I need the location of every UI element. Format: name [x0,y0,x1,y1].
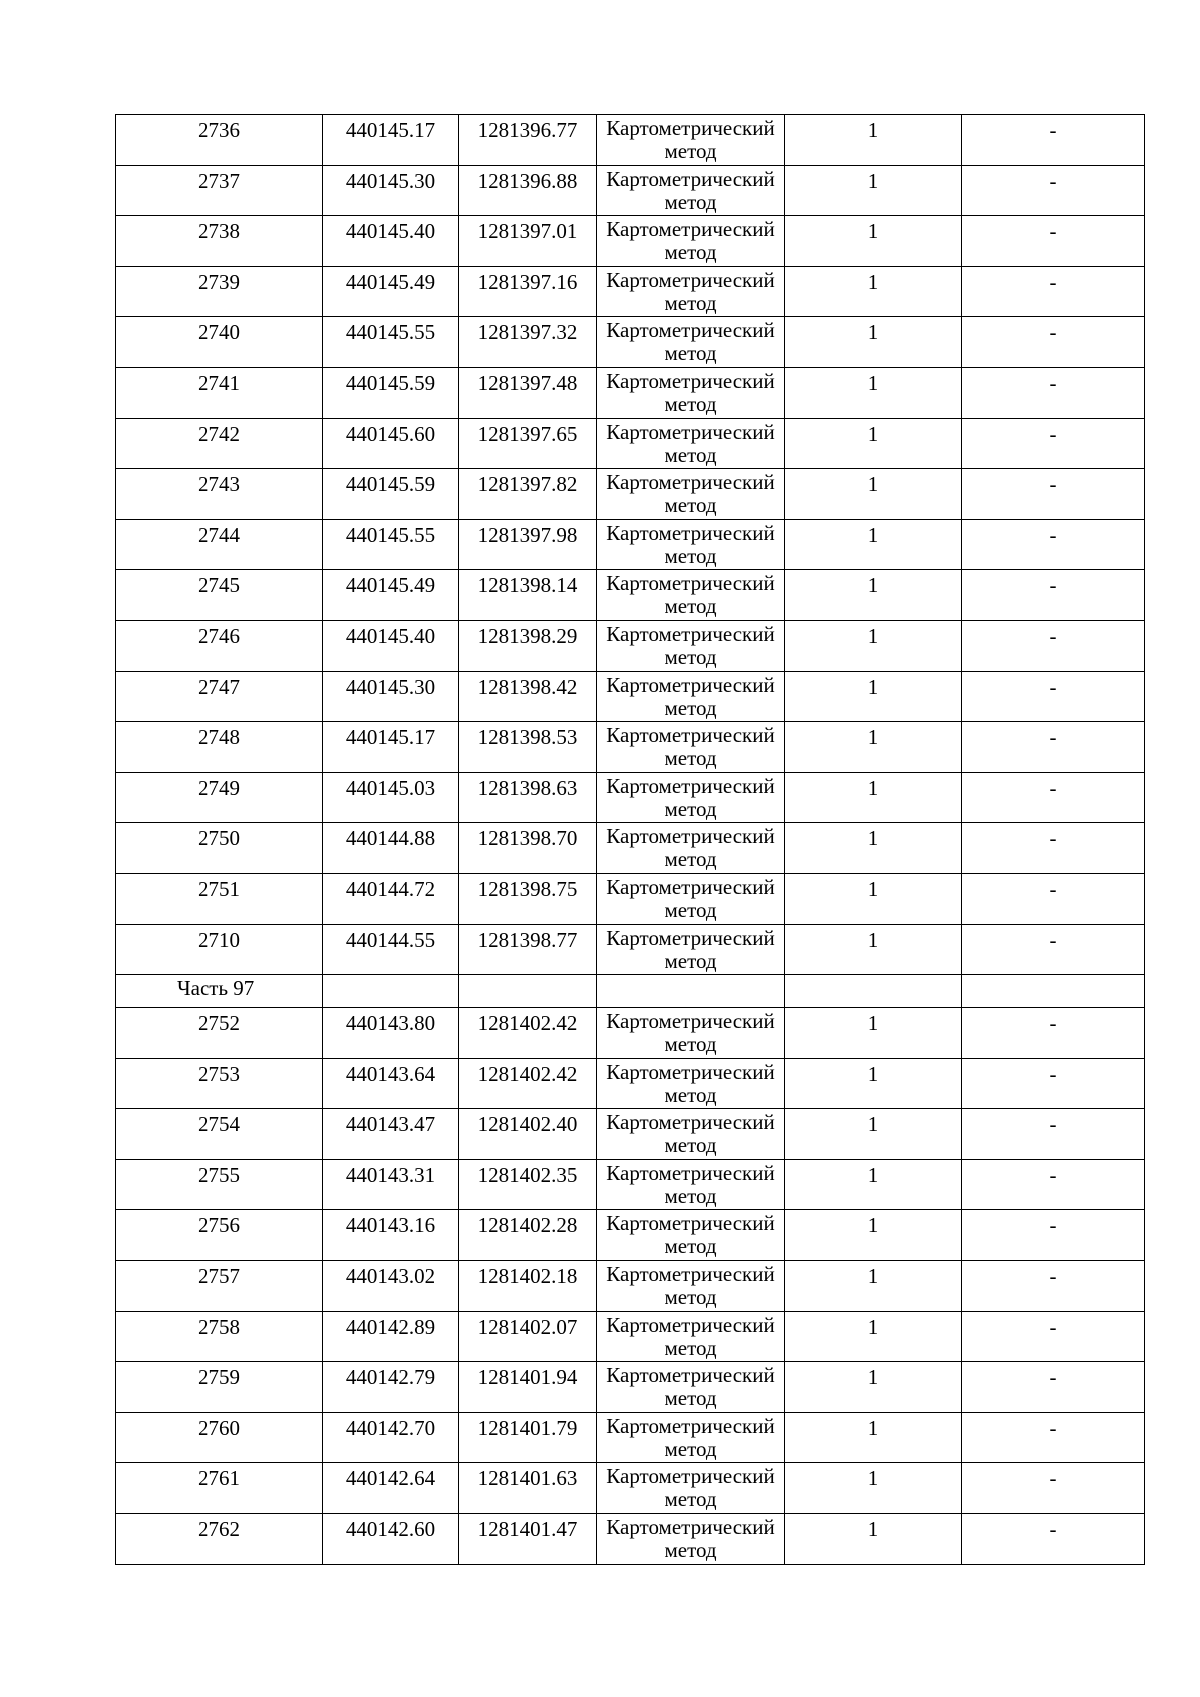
cell-accuracy: 1 [785,469,962,520]
cell-coordinate-x: 440145.60 [323,418,459,469]
cell-coordinate-x: 440145.40 [323,216,459,267]
cell-point-number: 2754 [116,1109,323,1160]
table-row [116,1008,1145,1059]
cell-note: - [962,772,1145,823]
cell-point-number: 2747 [116,671,323,722]
cell-coordinate-y: 1281398.42 [459,671,597,722]
cell-coordinate-y: 1281397.32 [459,317,597,368]
cell-note: - [962,367,1145,418]
table-row [116,1362,1145,1413]
cell-method: Картометрический метод [597,1514,785,1565]
cell-coordinate-y: 1281401.47 [459,1514,597,1565]
empty-cell [323,975,459,1008]
cell-method: Картометрический метод [597,823,785,874]
cell-method: Картометрический метод [597,924,785,975]
cell-point-number: 2756 [116,1210,323,1261]
cell-note: - [962,469,1145,520]
cell-accuracy: 1 [785,115,962,166]
cell-point-number: 2736 [116,115,323,166]
cell-point-number: 2743 [116,469,323,520]
cell-note: - [962,1514,1145,1565]
cell-coordinate-y: 1281396.88 [459,165,597,216]
cell-accuracy: 1 [785,216,962,267]
cell-accuracy: 1 [785,1159,962,1210]
cell-coordinate-x: 440143.31 [323,1159,459,1210]
cell-coordinate-y: 1281397.98 [459,519,597,570]
cell-method: Картометрический метод [597,671,785,722]
cell-coordinate-x: 440145.03 [323,772,459,823]
cell-coordinate-y: 1281396.77 [459,115,597,166]
cell-method: Картометрический метод [597,1362,785,1413]
cell-coordinate-x: 440142.64 [323,1463,459,1514]
cell-accuracy: 1 [785,165,962,216]
cell-coordinate-x: 440143.64 [323,1058,459,1109]
cell-accuracy: 1 [785,873,962,924]
cell-method: Картометрический метод [597,266,785,317]
cell-coordinate-y: 1281398.14 [459,570,597,621]
cell-point-number: 2740 [116,317,323,368]
cell-method: Картометрический метод [597,1058,785,1109]
cell-point-number: 2758 [116,1311,323,1362]
cell-point-number: 2710 [116,924,323,975]
cell-point-number: 2757 [116,1261,323,1312]
cell-coordinate-x: 440145.30 [323,165,459,216]
cell-coordinate-x: 440145.55 [323,519,459,570]
cell-coordinate-x: 440142.60 [323,1514,459,1565]
cell-point-number: 2761 [116,1463,323,1514]
cell-coordinate-x: 440145.49 [323,570,459,621]
cell-coordinate-y: 1281402.42 [459,1058,597,1109]
cell-accuracy: 1 [785,1514,962,1565]
cell-accuracy: 1 [785,570,962,621]
cell-note: - [962,1311,1145,1362]
table-row [116,1058,1145,1109]
cell-note: - [962,1159,1145,1210]
cell-note: - [962,570,1145,621]
cell-method: Картометрический метод [597,1210,785,1261]
cell-accuracy: 1 [785,671,962,722]
cell-note: - [962,1362,1145,1413]
cell-coordinate-y: 1281402.18 [459,1261,597,1312]
table-row [116,772,1145,823]
cell-note: - [962,1109,1145,1160]
cell-note: - [962,1412,1145,1463]
cell-note: - [962,823,1145,874]
cell-method: Картометрический метод [597,165,785,216]
cell-coordinate-x: 440142.79 [323,1362,459,1413]
cell-coordinate-y: 1281398.77 [459,924,597,975]
cell-coordinate-x: 440145.55 [323,317,459,368]
cell-point-number: 2737 [116,165,323,216]
cell-coordinate-y: 1281401.79 [459,1412,597,1463]
cell-coordinate-y: 1281398.53 [459,722,597,773]
cell-accuracy: 1 [785,367,962,418]
cell-coordinate-y: 1281397.65 [459,418,597,469]
cell-coordinate-x: 440144.55 [323,924,459,975]
cell-method: Картометрический метод [597,317,785,368]
cell-point-number: 2753 [116,1058,323,1109]
cell-accuracy: 1 [785,620,962,671]
cell-method: Картометрический метод [597,1109,785,1160]
cell-point-number: 2759 [116,1362,323,1413]
cell-coordinate-x: 440144.88 [323,823,459,874]
cell-accuracy: 1 [785,1362,962,1413]
cell-coordinate-x: 440144.72 [323,873,459,924]
table-row [116,1159,1145,1210]
table-row [116,418,1145,469]
cell-note: - [962,1210,1145,1261]
table-row [116,1210,1145,1261]
cell-method: Картометрический метод [597,367,785,418]
table-row [116,671,1145,722]
table-row [116,317,1145,368]
cell-accuracy: 1 [785,1210,962,1261]
cell-coordinate-y: 1281401.94 [459,1362,597,1413]
table-row [116,570,1145,621]
cell-coordinate-x: 440143.02 [323,1261,459,1312]
table-row [116,216,1145,267]
cell-note: - [962,266,1145,317]
cell-point-number: 2744 [116,519,323,570]
cell-note: - [962,1008,1145,1059]
cell-coordinate-x: 440143.47 [323,1109,459,1160]
section-label: Часть 97 [116,975,323,1008]
cell-accuracy: 1 [785,317,962,368]
cell-coordinate-x: 440145.59 [323,367,459,418]
table-row [116,873,1145,924]
cell-accuracy: 1 [785,1008,962,1059]
cell-accuracy: 1 [785,1109,962,1160]
cell-accuracy: 1 [785,266,962,317]
cell-method: Картометрический метод [597,1412,785,1463]
table-row [116,115,1145,166]
table-row [116,1311,1145,1362]
cell-note: - [962,115,1145,166]
cell-method: Картометрический метод [597,873,785,924]
cell-accuracy: 1 [785,722,962,773]
cell-coordinate-x: 440145.17 [323,722,459,773]
cell-note: - [962,671,1145,722]
cell-point-number: 2751 [116,873,323,924]
cell-method: Картометрический метод [597,1159,785,1210]
cell-coordinate-y: 1281402.42 [459,1008,597,1059]
cell-coordinate-x: 440143.16 [323,1210,459,1261]
table-row [116,620,1145,671]
cell-point-number: 2762 [116,1514,323,1565]
table-row [116,165,1145,216]
cell-accuracy: 1 [785,1412,962,1463]
cell-method: Картометрический метод [597,216,785,267]
cell-note: - [962,924,1145,975]
cell-note: - [962,216,1145,267]
cell-note: - [962,519,1145,570]
cell-coordinate-y: 1281402.35 [459,1159,597,1210]
cell-coordinate-x: 440143.80 [323,1008,459,1059]
cell-accuracy: 1 [785,418,962,469]
section-row [116,975,1145,1008]
cell-point-number: 2749 [116,772,323,823]
cell-note: - [962,165,1145,216]
cell-note: - [962,620,1145,671]
cell-method: Картометрический метод [597,418,785,469]
empty-cell [459,975,597,1008]
cell-note: - [962,317,1145,368]
empty-cell [597,975,785,1008]
cell-note: - [962,1058,1145,1109]
cell-note: - [962,1261,1145,1312]
cell-accuracy: 1 [785,823,962,874]
cell-coordinate-y: 1281397.16 [459,266,597,317]
cell-coordinate-y: 1281398.29 [459,620,597,671]
table-row [116,1412,1145,1463]
table-row [116,519,1145,570]
cell-point-number: 2742 [116,418,323,469]
cell-method: Картометрический метод [597,1311,785,1362]
cell-coordinate-x: 440145.49 [323,266,459,317]
cell-point-number: 2755 [116,1159,323,1210]
cell-coordinate-y: 1281397.82 [459,469,597,520]
coordinates-table [115,114,1145,1565]
cell-coordinate-x: 440145.40 [323,620,459,671]
table-row [116,1514,1145,1565]
cell-method: Картометрический метод [597,1463,785,1514]
cell-accuracy: 1 [785,1311,962,1362]
cell-method: Картометрический метод [597,772,785,823]
cell-point-number: 2752 [116,1008,323,1059]
table-row [116,266,1145,317]
cell-coordinate-y: 1281398.63 [459,772,597,823]
cell-point-number: 2745 [116,570,323,621]
cell-coordinate-y: 1281397.48 [459,367,597,418]
table-row [116,722,1145,773]
table-row [116,367,1145,418]
empty-cell [962,975,1145,1008]
cell-method: Картометрический метод [597,1261,785,1312]
cell-point-number: 2738 [116,216,323,267]
cell-coordinate-x: 440145.17 [323,115,459,166]
cell-coordinate-x: 440142.89 [323,1311,459,1362]
cell-method: Картометрический метод [597,469,785,520]
cell-accuracy: 1 [785,519,962,570]
cell-accuracy: 1 [785,1261,962,1312]
cell-note: - [962,873,1145,924]
cell-note: - [962,722,1145,773]
table-row [116,1109,1145,1160]
cell-coordinate-x: 440145.30 [323,671,459,722]
empty-cell [785,975,962,1008]
table-row [116,469,1145,520]
table-row [116,1463,1145,1514]
cell-accuracy: 1 [785,1463,962,1514]
cell-method: Картометрический метод [597,115,785,166]
cell-accuracy: 1 [785,924,962,975]
table-row [116,823,1145,874]
cell-point-number: 2748 [116,722,323,773]
cell-coordinate-y: 1281398.70 [459,823,597,874]
cell-method: Картометрический метод [597,620,785,671]
cell-point-number: 2746 [116,620,323,671]
cell-coordinate-y: 1281398.75 [459,873,597,924]
cell-accuracy: 1 [785,772,962,823]
cell-coordinate-y: 1281402.07 [459,1311,597,1362]
cell-method: Картометрический метод [597,570,785,621]
cell-coordinate-y: 1281402.28 [459,1210,597,1261]
cell-point-number: 2739 [116,266,323,317]
cell-coordinate-y: 1281402.40 [459,1109,597,1160]
cell-note: - [962,1463,1145,1514]
cell-coordinate-y: 1281397.01 [459,216,597,267]
cell-coordinate-y: 1281401.63 [459,1463,597,1514]
cell-point-number: 2750 [116,823,323,874]
coordinates-table-body [116,115,1145,1565]
table-row [116,1261,1145,1312]
cell-method: Картометрический метод [597,519,785,570]
cell-coordinate-x: 440145.59 [323,469,459,520]
cell-note: - [962,418,1145,469]
cell-point-number: 2760 [116,1412,323,1463]
cell-method: Картометрический метод [597,1008,785,1059]
cell-method: Картометрический метод [597,722,785,773]
table-row [116,924,1145,975]
cell-coordinate-x: 440142.70 [323,1412,459,1463]
cell-accuracy: 1 [785,1058,962,1109]
cell-point-number: 2741 [116,367,323,418]
